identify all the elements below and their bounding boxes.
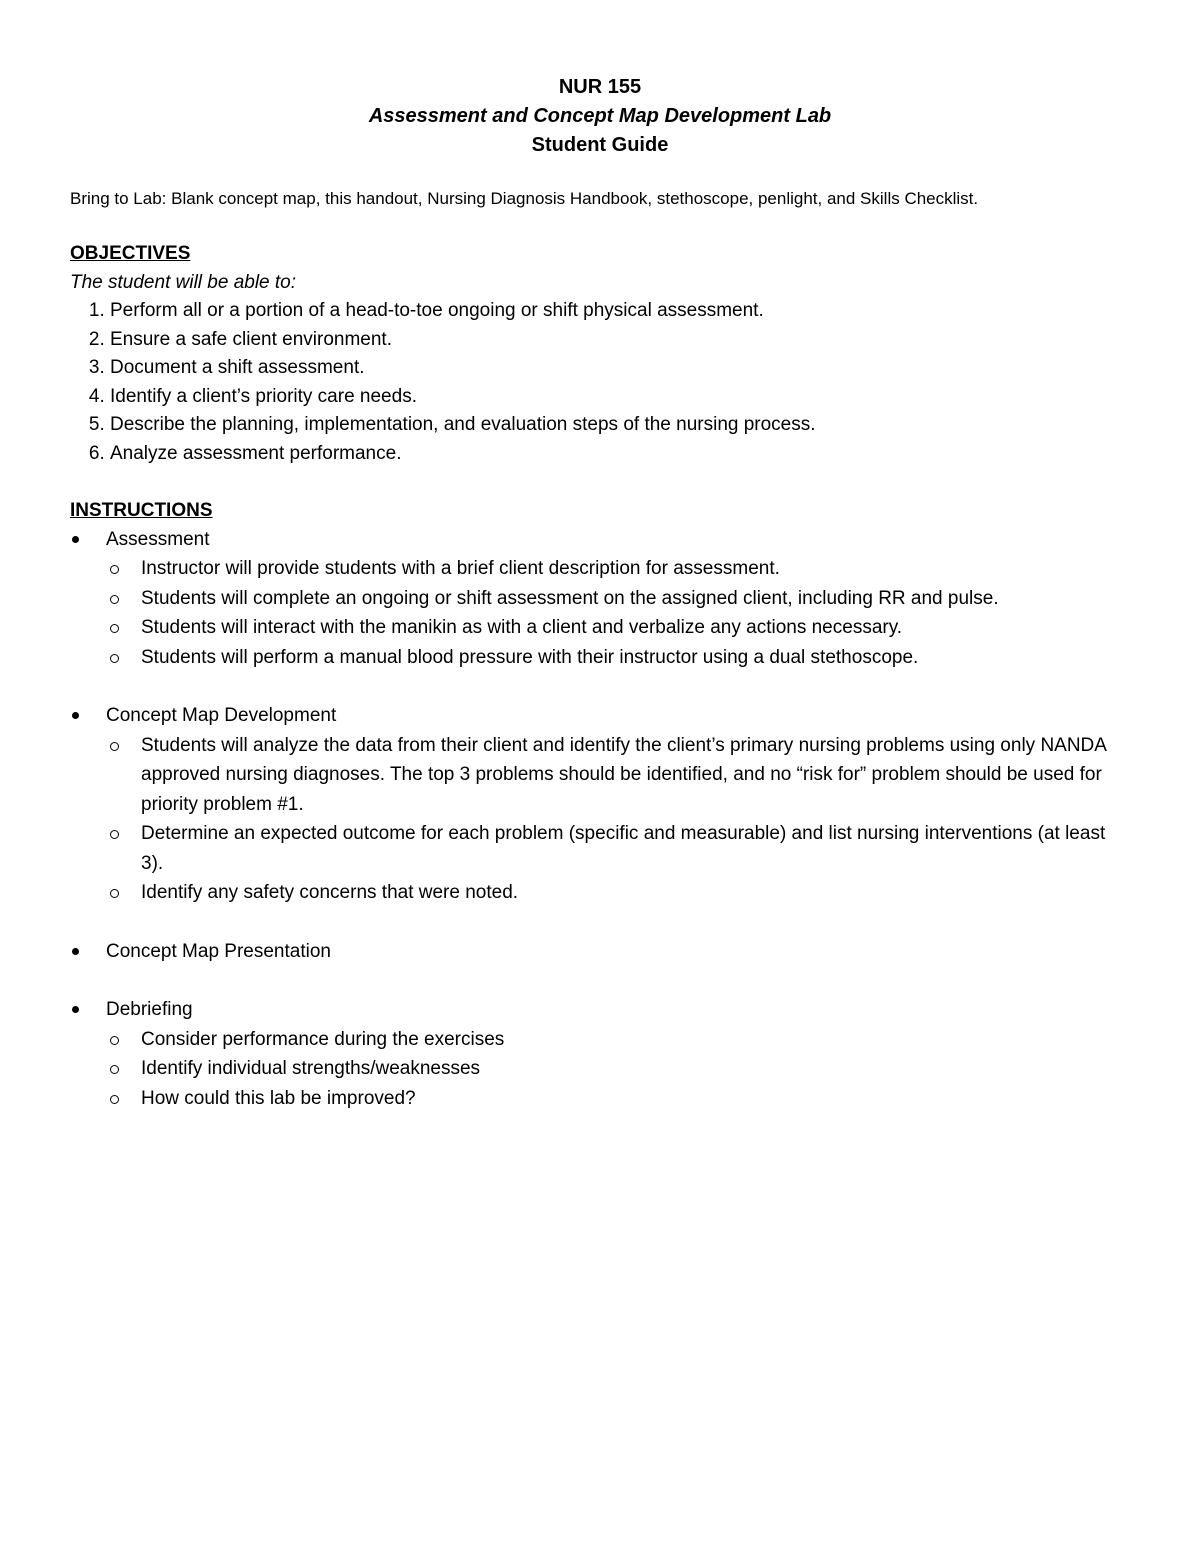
circle-bullet-icon <box>110 889 119 898</box>
lab-title: Assessment and Concept Map Development Lab <box>368 105 832 127</box>
circle-bullet-icon <box>110 1065 119 1074</box>
circle-bullet-icon <box>110 742 119 751</box>
bullet-icon <box>72 1006 79 1013</box>
circle-bullet-icon <box>110 1095 119 1104</box>
list-item-text: How could this lab be improved? <box>141 1087 416 1109</box>
list-item <box>106 643 1130 673</box>
sub-list <box>106 554 1130 672</box>
objective-item: 3. Document a shift assessment. <box>110 354 1130 383</box>
objectives-intro: The student will be able to: <box>70 272 297 293</box>
instructions-heading: INSTRUCTIONS <box>70 499 213 521</box>
section-title: Concept Map Presentation <box>106 940 331 962</box>
list-item-text: Identify any safety concerns that were noted. <box>141 882 519 904</box>
objectives-heading: OBJECTIVES <box>70 243 191 264</box>
list-item-text: Students will perform a manual blood pressure with their instructor using a dual stethoscope. <box>141 646 919 668</box>
circle-bullet-icon <box>110 624 119 633</box>
list-item-text: Consider performance during the exercises <box>141 1028 505 1050</box>
list-item <box>106 1025 1130 1055</box>
bullet-icon <box>72 948 79 955</box>
list-item-text: Students will interact with the manikin as with a client and verbalize any actions necessary. <box>141 617 903 639</box>
document-header <box>70 73 1130 160</box>
list-item <box>106 878 1130 908</box>
section-title: Assessment <box>106 528 210 550</box>
instruction-section-concept-map-presentation <box>70 937 1130 967</box>
sub-list <box>106 731 1130 908</box>
list-item <box>106 1054 1130 1084</box>
list-item <box>106 731 1130 820</box>
list-item-text: Students will complete an ongoing or shift assessment on the assigned client, including RR and pulse. <box>141 587 999 609</box>
circle-bullet-icon <box>110 654 119 663</box>
objective-item: 5. Describe the planning, implementation, and evaluation steps of the nursing process. <box>110 411 1130 440</box>
instructions-list <box>70 525 1130 1114</box>
list-item <box>106 1084 1130 1114</box>
objective-item: 1. Perform all or a portion of a head-to-toe ongoing or shift physical assessment. <box>110 297 1130 326</box>
list-item-text: Identify individual strengths/weaknesses <box>141 1058 481 1080</box>
list-item <box>106 613 1130 643</box>
bring-to-lab: Bring to Lab: Blank concept map, this handout, Nursing Diagnosis Handbook, stethoscope, penlight, and Skills Checklist. <box>70 189 979 208</box>
section-title: Concept Map Development <box>106 705 337 727</box>
guide-subtitle: Student Guide <box>531 134 669 156</box>
bullet-icon <box>72 712 79 719</box>
list-item <box>106 554 1130 584</box>
objective-item: 2. Ensure a safe client environment. <box>110 326 1130 355</box>
circle-bullet-icon <box>110 595 119 604</box>
course-code: NUR 155 <box>558 76 642 98</box>
circle-bullet-icon <box>110 565 119 574</box>
list-item <box>106 819 1130 878</box>
list-item <box>106 584 1130 614</box>
instruction-section-concept-map-development <box>70 701 1130 908</box>
list-item-text: Students will analyze the data from their client and identify the client’s primary nursing problems using only NANDA approved nursing diagnoses. The top 3 problems should be identified, and no “risk for” problem should be used for priority problem #1. <box>141 734 1106 815</box>
list-item-text: Determine an expected outcome for each problem (specific and measurable) and list nursing interventions (at least 3). <box>141 823 1106 874</box>
instruction-section-debriefing <box>70 995 1130 1113</box>
objective-item: 6. Analyze assessment performance. <box>110 440 1130 469</box>
sub-list <box>106 1025 1130 1114</box>
list-item-text: Instructor will provide students with a brief client description for assessment. <box>141 558 780 580</box>
bullet-icon <box>72 536 79 543</box>
instruction-section-assessment <box>70 525 1130 673</box>
objectives-list <box>70 297 1130 469</box>
objective-item: 4. Identify a client’s priority care needs. <box>110 383 1130 412</box>
circle-bullet-icon <box>110 830 119 839</box>
section-title: Debriefing <box>106 999 193 1021</box>
circle-bullet-icon <box>110 1036 119 1045</box>
